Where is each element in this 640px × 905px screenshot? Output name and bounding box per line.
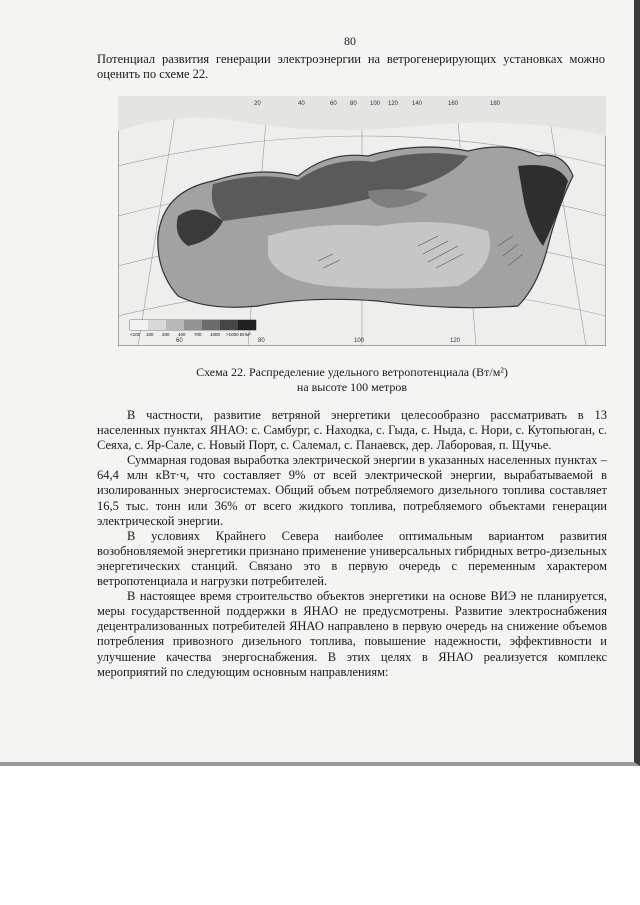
- legend-swatch: [238, 320, 256, 330]
- legend-swatch: [202, 320, 220, 330]
- body-text: [97, 408, 607, 680]
- svg-text:400: 400: [178, 332, 186, 337]
- caption-line-2: на высоте 100 метров: [296, 380, 408, 394]
- svg-text:80: 80: [350, 101, 357, 107]
- page-number: 80: [344, 34, 356, 48]
- wind-potential-map: [118, 96, 606, 346]
- paragraph: Суммарная годовая выработка электрической энергии в указанных населенных пунктах – 64,4 млн кВт·ч, что составляет 9% от всей электрической энергии, вырабатываемой в изолированных энергосистемах. Общий объем потребляемого дизельного топлива составляет 16,5 тыс. тонн или 36% от всего жидкого топлива, потребляемого объектами генерации электрической энергии.: [97, 453, 607, 528]
- paragraph: В частности, развитие ветряной энергетики целесообразно рассматривать в 13 населенных пунктах ЯНАО: с. Самбург, с. Находка, с. Гыда, с. Ныда, с. Нори, с. Кутопьюган, с. Сеяха, с. Яр-Сале, с. Новый Порт, с. Салемал, с. Панаевск, дер. Лаборовая, п. Щучье.: [97, 408, 607, 453]
- svg-text:120: 120: [450, 338, 461, 344]
- svg-text:100: 100: [354, 338, 365, 344]
- svg-text:100: 100: [146, 332, 154, 337]
- svg-text:60: 60: [330, 101, 337, 107]
- legend-swatch: [184, 320, 202, 330]
- svg-text:700: 700: [194, 332, 202, 337]
- low-wind-zone: [268, 222, 490, 289]
- svg-text:40: 40: [298, 101, 305, 107]
- svg-text:<100: <100: [130, 332, 141, 337]
- svg-text:120: 120: [388, 101, 399, 107]
- svg-text:140: 140: [412, 101, 423, 107]
- intro-paragraph: Потенциал развития генерации электроэнергии на ветрогенерирующих установках можно оценить по схеме 22.: [97, 52, 605, 81]
- legend-swatch: [166, 320, 184, 330]
- svg-text:200: 200: [162, 332, 170, 337]
- svg-text:100: 100: [370, 101, 381, 107]
- svg-text:20: 20: [254, 101, 261, 107]
- caption-line-1: Схема 22. Распределение удельного ветропотенциала (Вт/м²): [196, 365, 508, 379]
- legend-swatch: [220, 320, 238, 330]
- svg-text:60: 60: [176, 338, 183, 344]
- svg-text:80: 80: [258, 338, 265, 344]
- svg-text:160: 160: [448, 101, 459, 107]
- paragraph: В условиях Крайнего Севера наиболее оптимальным вариантом развития возобновляемой энергетики признано применение универсальных гибридных ветро-дизельных энергетических станций. Связано это в первую очередь с переменным характером ветропотенциала и нагрузки потребителей.: [97, 528, 607, 589]
- legend-swatch: [130, 320, 148, 330]
- paragraph: В настоящее время строительство объектов энергетики на основе ВИЭ не планируется, меры государственной поддержки в ЯНАО не предусмотрены. Развитие электроснабжения децентрализованных потребителей ЯНАО направлено в первую очередь на снижение объемов потребления привозного дизельного топлива, повышение надежности, эффективности и улучшение качества энергоснабжения. В этих целях в ЯНАО реализуется комплекс мероприятий по следующим основным направлениям:: [97, 589, 607, 679]
- legend-swatch: [148, 320, 166, 330]
- svg-text:>1000 Вт/м²: >1000 Вт/м²: [226, 332, 251, 337]
- svg-text:180: 180: [490, 101, 501, 107]
- svg-text:1000: 1000: [210, 332, 221, 337]
- figure-caption: [97, 365, 607, 395]
